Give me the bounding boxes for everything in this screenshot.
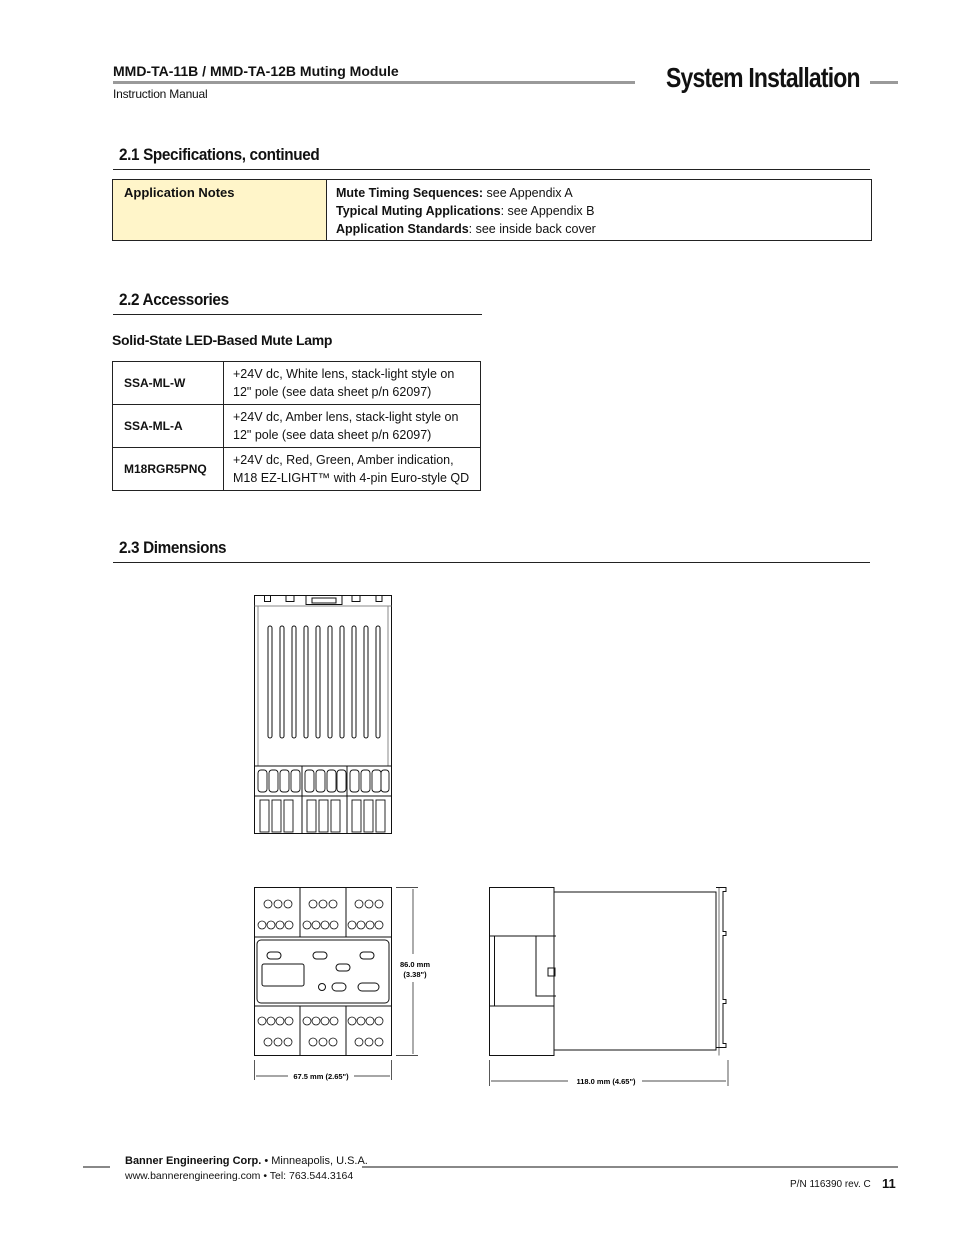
module-top-view-drawing <box>250 590 396 838</box>
footer-rule <box>83 1166 110 1168</box>
footer-rule <box>362 1166 898 1168</box>
table-row <box>113 448 481 491</box>
application-notes-content <box>327 180 871 240</box>
section-rule <box>113 562 870 563</box>
module-front-view-drawing <box>250 882 440 1087</box>
description-cell: +24V dc, Red, Green, Amber indication, M18 EZ-LIGHT™ with 4-pin Euro-style QD <box>224 448 481 491</box>
description-cell: +24V dc, Amber lens, stack-light style on 12" pole (see data sheet p/n 62097) <box>224 405 481 448</box>
part-number: P/N 116390 rev. C <box>790 1179 871 1190</box>
spec-row: Application Standards: see inside back cover <box>336 222 596 236</box>
module-side-view-drawing <box>484 882 734 1087</box>
section-heading-accessories: 2.2 Accessories <box>119 290 229 309</box>
model-cell: SSA-ML-A <box>113 405 224 448</box>
product-title: MMD-TA-11B / MMD-TA-12B Muting Module <box>113 63 399 79</box>
height-dimension-mm: 86.0 mm <box>399 960 431 969</box>
section-rule <box>113 169 870 170</box>
manual-type: Instruction Manual <box>113 87 208 101</box>
application-notes-label: Application Notes <box>113 180 327 240</box>
height-dimension-in: (3.38") <box>403 970 427 979</box>
accessories-table <box>112 361 481 491</box>
section-rule <box>113 314 482 315</box>
description-cell: +24V dc, White lens, stack-light style on 12" pole (see data sheet p/n 62097) <box>224 362 481 405</box>
section-heading-dimensions: 2.3 Dimensions <box>119 538 227 557</box>
application-notes-table <box>112 179 872 241</box>
table-row <box>113 362 481 405</box>
footer-contact: www.bannerengineering.com • Tel: 763.544.3164 <box>125 1170 354 1182</box>
spec-row: Typical Muting Applications: see Appendix B <box>336 204 595 218</box>
header-rule <box>113 81 635 84</box>
spec-row: Mute Timing Sequences: see Appendix A <box>336 186 573 200</box>
chapter-title: System Installation <box>666 62 860 93</box>
header-rule-right <box>870 81 898 84</box>
accessories-subheading: Solid-State LED-Based Mute Lamp <box>112 332 333 348</box>
section-heading-specifications: 2.1 Specifications, continued <box>119 145 320 164</box>
footer-company: Banner Engineering Corp. • Minneapolis, U.S.A. <box>125 1155 368 1167</box>
model-cell: M18RGR5PNQ <box>113 448 224 491</box>
depth-dimension: 118.0 mm (4.65") <box>576 1077 636 1086</box>
page-number: 11 <box>882 1176 896 1191</box>
table-row <box>113 405 481 448</box>
model-cell: SSA-ML-W <box>113 362 224 405</box>
width-dimension: 67.5 mm (2.65") <box>293 1072 349 1081</box>
